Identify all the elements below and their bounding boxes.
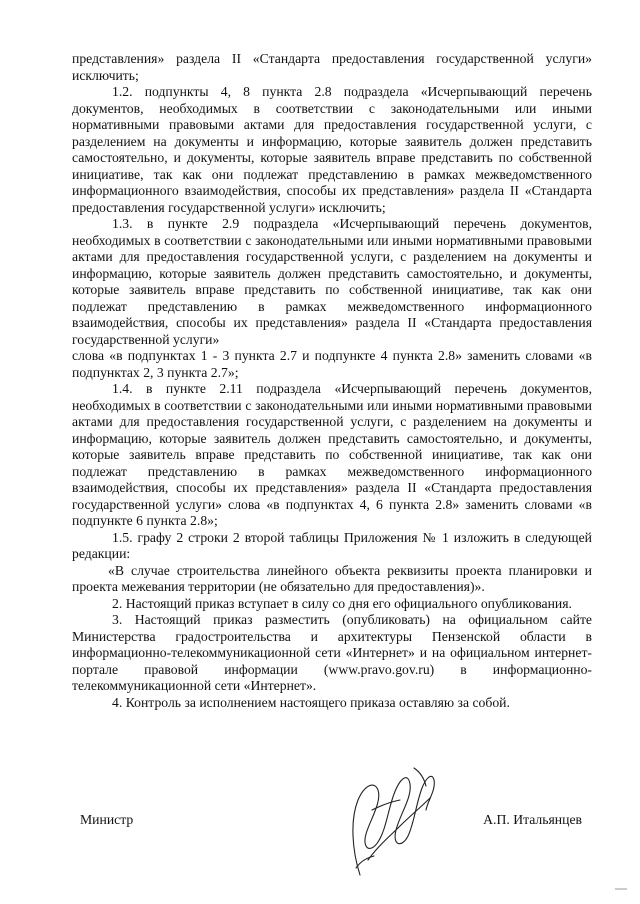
signatory-title: Министр [80, 812, 134, 827]
signatory-name: А.П. Итальянцев [483, 812, 582, 827]
paragraph-1-5-quote: «В случае строительства линейного объекта реквизиты проекта планировки и проекта межевания территории (не обязательно для предоставления)». [72, 562, 592, 594]
paragraph-1-5: 1.5. графу 2 строки 2 второй таблицы Приложения № 1 изложить в следующей редакции: [72, 529, 592, 561]
page-mark [614, 886, 628, 892]
paragraph-1-3: 1.3. в пункте 2.9 подраздела «Исчерпывающий перечень документов, необходимых в соответствии с законодательными или иными нормативными правовыми актами для предоставления государственной услуги, с разделением на документы и информацию, которые заявитель должен представить самостоятельно, и документы, которые заявитель вправе представить по собственной инициативе, так как они подлежат представлению в рамках межведомственного информационного взаимодействия, способы их представления» раздела II «Стандарта предоставления государственной услуги» [72, 216, 592, 347]
paragraph-3: 3. Настоящий приказ разместить (опубликовать) на официальном сайте Министерства градостроительства и архитектуры Пензенской области в информационно-телекоммуникационной сети «Интернет» и на официальном интернет-портале правовой информации (www.pravo.gov.ru) в информационно-телекоммуникационной сети «Интернет». [72, 612, 592, 693]
paragraph-4: 4. Контроль за исполнением настоящего приказа оставляю за собой. [112, 694, 510, 710]
paragraph-1-2: 1.2. подпункты 4, 8 пункта 2.8 подраздела «Исчерпывающий перечень документов, необходимых в соответствии с законодательными или иными нормативными правовыми актами для предоставления государственной услуги, с разделением на документы и информацию, которые заявитель должен представить самостоятельно, и документы, которые заявитель вправе представить по собственной инициативе, так как они подлежат представлению в рамках межведомственного информационного взаимодействия, способы их представления» раздела II «Стандарта предоставления государственной услуги» исключить; [72, 84, 592, 215]
handwritten-signature [330, 750, 450, 880]
paragraph-1-3-replacement: слова «в подпунктах 1 - 3 пункта 2.7 и подпункте 4 пункта 2.8» заменить словами «в подпунктах 2, 3 пункта 2.7»; [72, 348, 592, 380]
paragraph-1-4: 1.4. в пункте 2.11 подраздела «Исчерпывающий перечень документов, необходимых в соответствии с законодательными или иными нормативными правовыми актами для предоставления государственной услуги, с разделением на документы и информацию, которые заявитель должен представить самостоятельно, и документы, которые заявитель вправе представить по собственной инициативе, так как они подлежат представлению в рамках межведомственного информационного взаимодействия, способы их представления» раздела II «Стандарта предоставления государственной услуги» слова «в подпунктах 4, 6 пункта 2.8» заменить словами «в подпункте 6 пункта 2.8»; [72, 381, 592, 528]
paragraph-2: 2. Настоящий приказ вступает в силу со дня его официального опубликования. [112, 595, 572, 611]
paragraph-continuation: представления» раздела II «Стандарта предоставления государственной услуги» исключить; [72, 51, 592, 83]
document-body [72, 51, 592, 711]
